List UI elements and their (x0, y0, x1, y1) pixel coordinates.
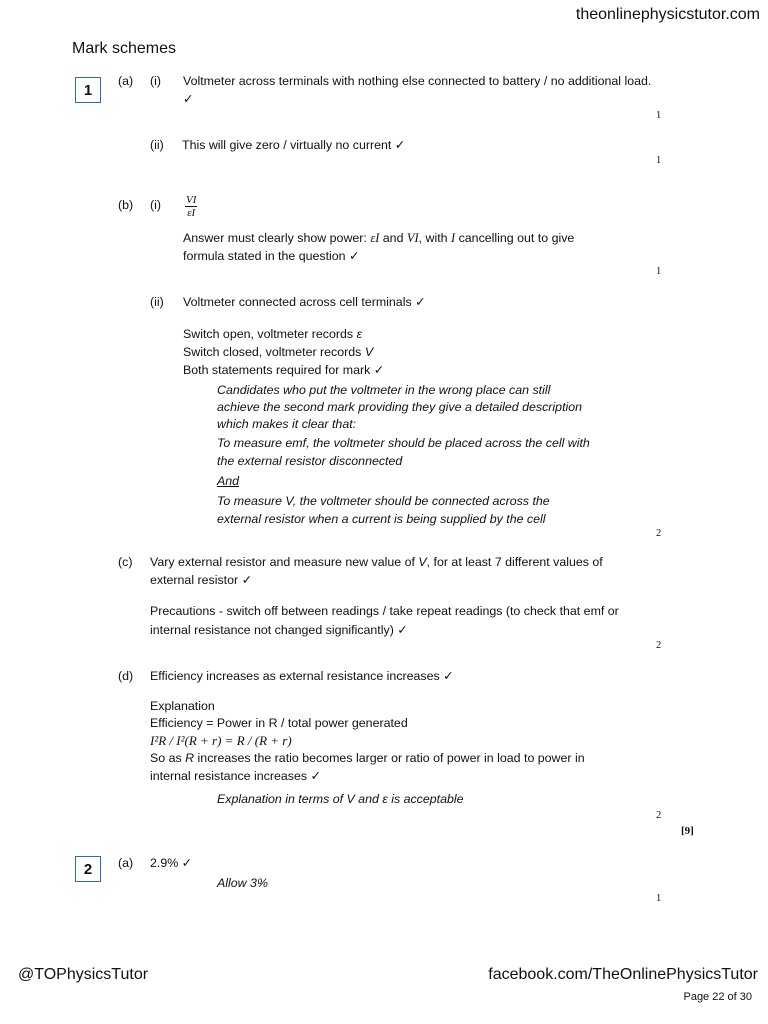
text-span: cancelling out to give (458, 231, 575, 245)
part-label: (b) (118, 198, 134, 212)
subpart-label: (ii) (150, 138, 164, 152)
fraction (185, 190, 197, 219)
text-span: increases the ratio becomes larger or ratio of power in load to power in (197, 751, 585, 765)
answer-text: internal resistance increases ✓ (150, 769, 321, 783)
answer-text: formula stated in the question ✓ (183, 249, 360, 263)
site-url: theonlinephysicstutor.com (575, 6, 760, 23)
part-label: (a) (118, 74, 134, 88)
guidance-note: Explanation in terms of V and ε is acceptable (217, 792, 464, 806)
answer-text: This will give zero / virtually no current ✓ (182, 138, 406, 152)
guidance-note: the external resistor disconnected (217, 454, 403, 468)
subpart-label: (i) (150, 74, 162, 88)
answer-text (183, 325, 362, 343)
fraction-numerator: VI (186, 194, 197, 206)
symbol: εI (370, 231, 380, 245)
guidance-note: external resistor when a current is being supplied by the cell (217, 512, 546, 526)
guidance-note: which makes it clear that: (217, 417, 357, 431)
mark-value: 2 (656, 640, 662, 651)
answer-text: Efficiency increases as external resistance increases ✓ (150, 669, 454, 683)
mark-value: 1 (656, 110, 662, 121)
part-label: (a) (118, 856, 134, 870)
answer-text: Explanation (150, 699, 215, 713)
guidance-note: Allow 3% (217, 876, 268, 890)
answer-text: external resistor ✓ (150, 573, 252, 587)
answer-text: Precautions - switch off between readings / take repeat readings (to check that emf or (150, 604, 619, 618)
fraction-denominator: εI (187, 207, 196, 219)
question-number-box: 2 (75, 856, 101, 882)
symbol: ε (356, 327, 363, 341)
symbol: VI (406, 231, 419, 245)
mark-value: 1 (656, 266, 662, 277)
answer-text: Voltmeter across terminals with nothing else connected to battery / no additional load. (183, 74, 652, 88)
text-span: So as (150, 751, 182, 765)
guidance-note: achieve the second mark providing they give a detailed description (217, 400, 583, 414)
answer-text (183, 229, 574, 247)
tick-mark: ✓ (183, 92, 194, 106)
mark-value: 1 (656, 155, 662, 166)
guidance-note: Candidates who put the voltmeter in the wrong place can still (217, 383, 551, 397)
page-heading: Mark schemes (72, 40, 177, 57)
twitter-handle: @TOPhysicsTutor (18, 966, 149, 983)
guidance-note-and: And (217, 474, 240, 488)
symbol: V (418, 555, 427, 569)
text-span: , for at least 7 different values of (426, 555, 603, 569)
question-number-box: 1 (75, 77, 101, 103)
guidance-note: To measure V, the voltmeter should be connected across the (217, 494, 550, 508)
answer-text: Both statements required for mark ✓ (183, 363, 385, 377)
answer-text: 2.9% ✓ (150, 856, 193, 870)
part-label: (c) (118, 555, 133, 569)
text-span: Switch open, voltmeter records (183, 327, 354, 341)
total-marks: [9] (681, 825, 694, 837)
mark-value: 2 (656, 810, 662, 821)
page-number: Page 22 of 30 (683, 991, 752, 1003)
subpart-label: (ii) (150, 295, 164, 309)
text-span: and (382, 231, 404, 245)
text-span: Answer must clearly show power: (183, 231, 367, 245)
subpart-label: (i) (150, 198, 162, 212)
part-label: (d) (118, 669, 134, 683)
facebook-url: facebook.com/TheOnlinePhysicsTutor (488, 966, 758, 983)
answer-text (183, 343, 373, 361)
text-span: Vary external resistor and measure new value of (150, 555, 415, 569)
text-span: , with (418, 231, 448, 245)
answer-text (150, 553, 603, 571)
answer-text (150, 749, 585, 767)
answer-text: Efficiency = Power in R / total power generated (150, 716, 408, 730)
mark-value: 1 (656, 893, 662, 904)
symbol: R (185, 751, 195, 765)
guidance-note: To measure emf, the voltmeter should be placed across the cell with (217, 436, 590, 450)
symbol: I (451, 231, 456, 245)
symbol: V (364, 345, 374, 359)
text-span: Switch closed, voltmeter records (183, 345, 362, 359)
answer-text: Voltmeter connected across cell terminals ✓ (183, 295, 426, 309)
formula: I²R / I²(R + r) = R / (R + r) (150, 733, 292, 748)
mark-value: 2 (656, 528, 662, 539)
answer-text: internal resistance not changed significantly) ✓ (150, 623, 408, 637)
